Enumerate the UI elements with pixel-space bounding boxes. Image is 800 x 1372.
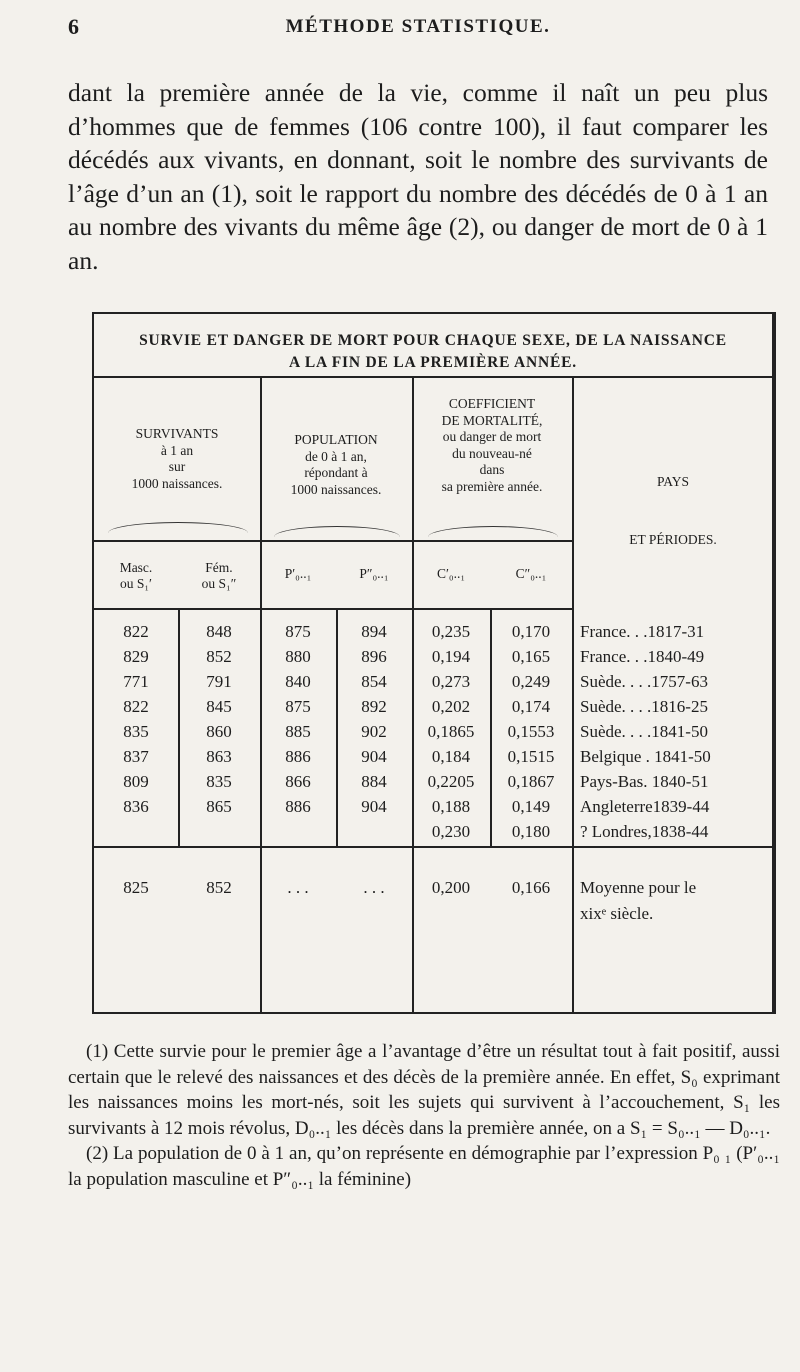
header-pays-line: PAYS (656, 474, 690, 489)
header-periodes (572, 532, 774, 549)
subheader-rule (94, 608, 574, 610)
table-cell-c1: 0,230 (431, 822, 471, 841)
brace-survivants (108, 522, 248, 533)
subheader-fem (178, 560, 260, 592)
table-cell-c1: 0,2205 (427, 772, 475, 791)
table-cell-masc: 835 (123, 722, 149, 741)
table-cell-c2: 0,1867 (507, 772, 555, 791)
mean-p2: . . . (363, 878, 385, 897)
table-cell-p1: 875 (285, 697, 311, 716)
page-number: 6 (68, 14, 79, 39)
brace-coefficient (428, 526, 558, 537)
footnotes (68, 1039, 780, 1192)
table-cell-c1: 0,273 (431, 672, 471, 691)
mean-fem: 852 (206, 878, 232, 897)
table-cell-p1: 866 (285, 772, 311, 791)
table-cell-c1: 0,188 (431, 797, 471, 816)
table-cell-c2: 0,1515 (507, 747, 555, 766)
table-cell-c2: 0,165 (511, 647, 551, 666)
mean-c2: 0,166 (511, 878, 551, 897)
header-coefficient-line: COEFFICIENT (448, 396, 536, 411)
header-survivants-line: 1000 naissances. (131, 475, 223, 491)
header-survivants-line: SURVIVANTS (135, 426, 219, 441)
table-cell-p1: 875 (285, 622, 311, 641)
brace-population (274, 526, 400, 537)
table-cell-c2: 0,180 (511, 822, 551, 841)
table-cell-pays: France. . .1840-49 (580, 647, 705, 666)
table-cell-c2: 0,174 (511, 697, 551, 716)
subheader-c1: C′₀..₁ (436, 566, 466, 581)
subheader-masc-line: Masc. (119, 560, 153, 575)
table-cell-fem: 791 (206, 672, 232, 691)
mean-c1: 0,200 (431, 878, 471, 897)
header-coefficient-line: sa première année. (441, 478, 543, 494)
table-cell-p1: 840 (285, 672, 311, 691)
intro-paragraph (68, 76, 768, 277)
subheader-c2: C″₀..₁ (515, 566, 547, 581)
header-survivants-line: sur (168, 459, 186, 474)
table-cell-fem: 845 (206, 697, 232, 716)
table-title (94, 330, 772, 374)
table-cell-fem: 835 (206, 772, 232, 791)
table-cell-pays: Pays-Bas. 1840-51 (580, 772, 709, 791)
table-cell-c2: 0,249 (511, 672, 551, 691)
table-cell-masc: 809 (123, 772, 149, 791)
subheader-p1: P′₀..₁ (284, 566, 312, 581)
table-title-line-1: SURVIE ET DANGER DE MORT POUR CHAQUE SEXE, DE LA NAISSANCE (139, 332, 727, 349)
table-cell-pays: Suède. . . .1841-50 (580, 722, 708, 741)
table-cell-pays: Suède. . . .1816-25 (580, 697, 708, 716)
table-cell-masc: 837 (123, 747, 149, 766)
table-cell-p2: 896 (361, 647, 387, 666)
table-cell-p1: 885 (285, 722, 311, 741)
header-coefficient-line: dans (479, 462, 505, 477)
body-rule (94, 846, 774, 848)
header-population-line: de 0 à 1 an, (305, 448, 367, 464)
header-pays (572, 474, 774, 491)
footnote-1: (1) Cette survie pour le premier âge a l’avantage d’être un résultat tout à fait positif, aussi certain que le relevé des naissances et des décès de la première année. En effet, S₀ exprimant les naissances moins les mort-nés, soit les sujets qui survivent à l’accouchement, S₁ les survivants à 12 mois révolus, D₀..₁ les décès dans la première année, on a S₁ = S₀..₁ — D₀..₁. (68, 1041, 780, 1139)
header-population-line: répondant à (304, 465, 368, 480)
table-cell-p2: 902 (361, 722, 387, 741)
header-population-line: POPULATION (294, 432, 378, 447)
table-cell-masc: 822 (123, 622, 149, 641)
page-header (68, 14, 768, 44)
table-cell-p2: 892 (361, 697, 387, 716)
mean-masc: 825 (123, 878, 149, 897)
table-cell-p2: 894 (361, 622, 387, 641)
table-cell-c2: 0,149 (511, 797, 551, 816)
table-cell-p1: 880 (285, 647, 311, 666)
header-coefficient (412, 396, 572, 495)
table-cell-masc: 771 (123, 672, 149, 691)
header-coefficient-line: DE MORTALITÉ, (441, 412, 543, 428)
table-cell-pays: Angleterre1839-44 (580, 797, 710, 816)
table-cell-masc: 829 (123, 647, 149, 666)
table-cell-masc: 836 (123, 797, 149, 816)
table-cell-p1: 886 (285, 797, 311, 816)
table-cell-c1: 0,235 (431, 622, 471, 641)
col-divider-6 (572, 376, 574, 1014)
header-population-line: 1000 naissances. (290, 481, 382, 497)
running-title: MÉTHODE STATISTIQUE. (285, 16, 551, 37)
subheader-masc (94, 560, 178, 592)
table-cell-c1: 0,194 (431, 647, 471, 666)
table-cell-masc: 822 (123, 697, 149, 716)
table-cell-c2: 0,170 (511, 622, 551, 641)
table-cell-pays: Suède. . . .1757-63 (580, 672, 708, 691)
table-cell-c2: 0,1553 (507, 722, 555, 741)
intro-text: dant la première année de la vie, comme il naît un peu plus d’hommes que de femmes (106 contre 100), il faut comparer les décédés aux vivants, en donnant, soit le nombre des survivants de l’âge d’un an (1), soit le rapport du nombre des décédés de 0 à 1 an au nombre des vivants du même âge (2), ou danger de mort de 0 à 1 an. (68, 78, 768, 275)
header-population (260, 432, 412, 498)
table-cell-c1: 0,202 (431, 697, 471, 716)
subheader-p2: P″₀..₁ (359, 566, 389, 581)
table-cell-pays: Belgique . 1841-50 (580, 747, 711, 766)
subheader-fem-line: ou S₁″ (201, 576, 237, 591)
table-cell-p1: 886 (285, 747, 311, 766)
mean-p1: . . . (287, 878, 309, 897)
title-rule (94, 376, 774, 378)
table-cell-fem: 852 (206, 647, 232, 666)
statistics-table (92, 312, 776, 1014)
table-cell-p2: 854 (361, 672, 387, 691)
mean-pays-line-2: xixᵉ siècle. (580, 904, 654, 923)
header-survivants (94, 426, 260, 492)
header-coefficient-line: du nouveau-né (452, 445, 532, 461)
table-cell-p2: 904 (361, 747, 387, 766)
header-rule (94, 540, 574, 542)
header-survivants-line: à 1 an (160, 442, 194, 458)
table-cell-c1: 0,1865 (427, 722, 475, 741)
table-cell-fem: 860 (206, 722, 232, 741)
header-pays-line: ET PÉRIODES. (629, 532, 717, 547)
mean-pays-line-1: Moyenne pour le (580, 878, 697, 897)
table-cell-fem: 863 (206, 747, 232, 766)
table-cell-fem: 865 (206, 797, 232, 816)
header-coefficient-line: ou danger de mort (442, 429, 542, 444)
footnote-2: (2) La population de 0 à 1 an, qu’on représente en démographie par l’expression P₀ ₁ (P′₀..₁ la population masculine et P″₀..₁ la féminine) (68, 1143, 780, 1190)
table-cell-pays: France. . .1817-31 (580, 622, 705, 641)
table-cell-p2: 904 (361, 797, 387, 816)
table-cell-pays: ? Londres,1838-44 (580, 822, 709, 841)
table-cell-c1: 0,184 (431, 747, 471, 766)
table-cell-p2: 884 (361, 772, 387, 791)
table-cell-fem: 848 (206, 622, 232, 641)
subheader-masc-line: ou S₁′ (119, 576, 153, 591)
table-title-line-2: A LA FIN DE LA PREMIÈRE ANNÉE. (289, 354, 577, 371)
subheader-fem-line: Fém. (205, 560, 233, 575)
